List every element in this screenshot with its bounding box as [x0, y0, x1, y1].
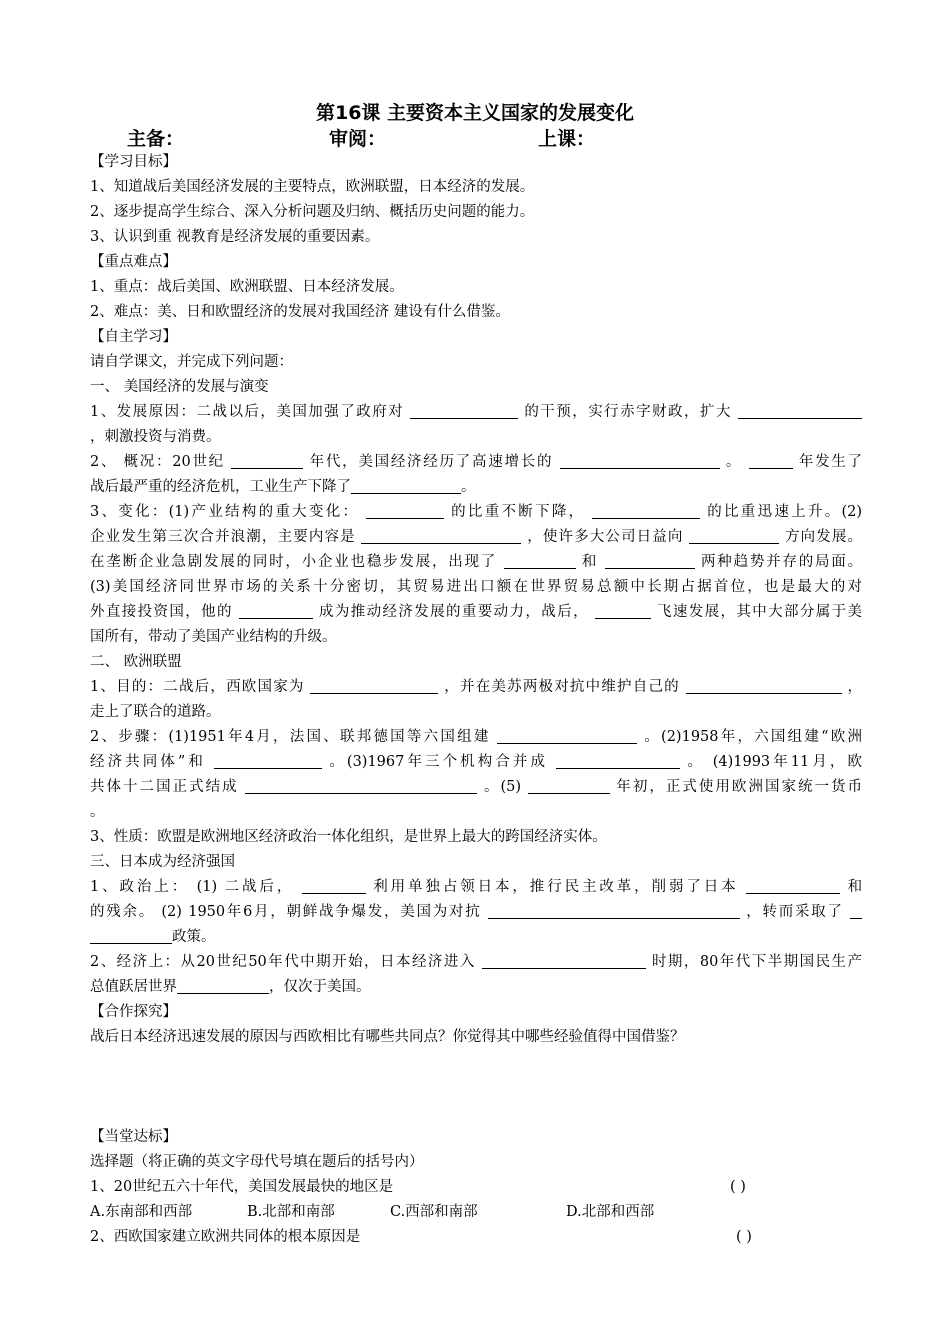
- answer-blank[interactable]: [302, 877, 366, 894]
- answer-blank[interactable]: [482, 952, 646, 969]
- page-title: 第16课 主要资本主义国家的发展变化: [315, 102, 635, 124]
- worksheet-body: [90, 150, 862, 1250]
- answer-blank[interactable]: [605, 552, 695, 569]
- answer-blank[interactable]: [592, 502, 700, 519]
- japan-politics-line: 的残余。 (2) 1950年6月，朝鲜战争爆发，美国为对抗 ，转而采取了: [90, 900, 862, 925]
- answer-blank[interactable]: [410, 402, 518, 419]
- eu-steps-line-cont: 。: [90, 804, 105, 820]
- answer-blank[interactable]: [528, 777, 610, 794]
- option-b[interactable]: B.北部和南部: [247, 1204, 335, 1220]
- answer-blank[interactable]: [366, 502, 444, 519]
- cooperation-question: 战后日本经济迅速发展的原因与西欧相比有哪些共同点？你觉得其中哪些经验值得中国借鉴？: [90, 1029, 685, 1045]
- question-1-options: [90, 1200, 862, 1225]
- section-heading-classroom-test: 【当堂达标】: [90, 1129, 177, 1145]
- answer-parentheses[interactable]: ( ): [730, 1179, 746, 1195]
- answer-blank[interactable]: [351, 477, 461, 494]
- section-heading-key-points: 【重点难点】: [90, 254, 177, 270]
- eu-purpose-line-cont: 走上了联合的道路。: [90, 704, 221, 720]
- japan-politics-line: 1、政治上： (1) 二战后， 利用单独占领日本，推行民主改革，削弱了日本 和: [90, 879, 863, 895]
- eu-purpose-line: 1、目的：二战后，西欧国家为 ，并在美苏两极对抗中维护自己的 ，: [90, 679, 863, 695]
- answer-blank[interactable]: [231, 452, 303, 469]
- answer-blank[interactable]: [746, 877, 840, 894]
- host-label: 主备：: [127, 128, 185, 150]
- key-point-line: 1、重点：战后美国、欧洲联盟、日本经济发展。: [90, 279, 404, 295]
- eu-nature-line: 3、性质：欧盟是欧洲地区经济政治一体化组织，是世界上最大的跨国经济实体。: [90, 829, 607, 845]
- answer-blank[interactable]: [488, 902, 740, 919]
- answer-blank[interactable]: [90, 927, 172, 944]
- question-2: 2、西欧国家建立欧洲共同体的根本原因是 ( ): [90, 1225, 862, 1250]
- answer-blank[interactable]: [560, 452, 720, 469]
- usa-change-line: 企业发生第三次合并浪潮，主要内容是 ，使许多大公司日益向 方向发展。: [90, 529, 863, 545]
- key-point-line: 2、难点：美、日和欧盟经济的发展对我国经济 建设有什么借鉴。: [90, 304, 510, 320]
- usa-change-line-cont: 国所有，带动了美国产业结构的升级。: [90, 629, 337, 645]
- usa-change-line: 外直接投资国，他的 成为推动经济发展的重要动力，战后， 飞速发展，其中大部分属于美: [90, 604, 863, 620]
- eu-steps-line: 2、步骤：(1)1951年4月，法国、联邦德国等六国组建 。(2)1958年，六国组建“欧洲: [90, 729, 863, 745]
- class-label: 上课：: [538, 128, 596, 150]
- answer-blank[interactable]: [738, 402, 862, 419]
- objective-line: 3、认识到重 视教育是经济发展的重要因素。: [90, 229, 380, 245]
- usa-overview-line: 2、 概况：20世纪 年代，美国经济经历了高速增长的 。 年发生了: [90, 454, 863, 470]
- answer-blank[interactable]: [850, 902, 862, 919]
- review-label: 审阅：: [329, 128, 387, 150]
- question-1: 1、20世纪五六十年代，美国发展最快的地区是 ( ): [90, 1175, 862, 1200]
- usa-cause-line-cont: ，刺激投资与消费。: [90, 429, 221, 445]
- answer-space[interactable]: [90, 1050, 862, 1125]
- answer-blank[interactable]: [504, 552, 576, 569]
- answer-blank[interactable]: [361, 527, 521, 544]
- answer-blank[interactable]: [686, 677, 842, 694]
- subsection-heading-usa: 一、 美国经济的发展与演变: [90, 379, 269, 395]
- answer-blank[interactable]: [239, 602, 313, 619]
- answer-blank[interactable]: [214, 752, 322, 769]
- section-heading-self-study: 【自主学习】: [90, 329, 177, 345]
- answer-blank[interactable]: [556, 752, 680, 769]
- japan-politics-line-cont: 政策。: [90, 925, 862, 950]
- self-study-intro: 请自学课文，并完成下列问题：: [90, 354, 293, 370]
- usa-change-line: 在垄断企业急剧发展的同时，小企业也稳步发展，出现了 和 两种趋势并存的局面。: [90, 554, 863, 570]
- option-a[interactable]: A.东南部和西部: [90, 1204, 193, 1220]
- answer-blank[interactable]: [310, 677, 438, 694]
- answer-blank[interactable]: [497, 727, 637, 744]
- japan-economy-line: 2、经济上：从20世纪50年代中期开始，日本经济进入 时期，80年代下半期国民生产: [90, 954, 863, 970]
- subsection-heading-eu: 二、 欧洲联盟: [90, 654, 182, 670]
- objective-line: 2、逐步提高学生综合、深入分析问题及归纳、概括历史问题的能力。: [90, 204, 535, 220]
- answer-blank[interactable]: [177, 977, 269, 994]
- usa-cause-line: 1、发展原因：二战以后，美国加强了政府对 的干预，实行赤字财政，扩大: [90, 400, 862, 425]
- usa-change-line: (3)美国经济同世界市场的关系十分密切，其贸易进出口额在世界贸易总额中长期占据首位，也是最大的对: [90, 579, 862, 595]
- subsection-heading-japan: 三、日本成为经济强国: [90, 854, 235, 870]
- option-d[interactable]: D.北部和西部: [566, 1204, 655, 1220]
- answer-blank[interactable]: [245, 777, 477, 794]
- answer-blank[interactable]: [689, 527, 779, 544]
- eu-steps-line: 共体十二国正式结成 。(5) 年初，正式使用欧洲国家统一货币: [90, 779, 863, 795]
- option-c[interactable]: C.西部和南部: [390, 1204, 478, 1220]
- test-instructions: 选择题（将正确的英文字母代号填在题后的括号内）: [90, 1154, 424, 1170]
- objective-line: 1、知道战后美国经济发展的主要特点，欧洲联盟，日本经济的发展。: [90, 179, 535, 195]
- usa-overview-line-cont: 战后最严重的经济危机，工业生产下降了 。: [90, 479, 476, 495]
- answer-parentheses[interactable]: ( ): [736, 1229, 752, 1245]
- answer-blank[interactable]: [749, 452, 793, 469]
- section-heading-cooperation: 【合作探究】: [90, 1004, 177, 1020]
- usa-change-line: 3、变化：(1)产业结构的重大变化： 的比重不断下降， 的比重迅速上升。(2): [90, 504, 863, 520]
- eu-steps-line: 经济共同体”和 。(3)1967年三个机构合并成 。 (4)1993年11月，欧: [90, 754, 862, 770]
- japan-economy-line-cont: 总值跃居世界 ，仅次于美国。: [90, 979, 371, 995]
- answer-blank[interactable]: [595, 602, 651, 619]
- section-heading-objectives: 【学习目标】: [90, 154, 177, 170]
